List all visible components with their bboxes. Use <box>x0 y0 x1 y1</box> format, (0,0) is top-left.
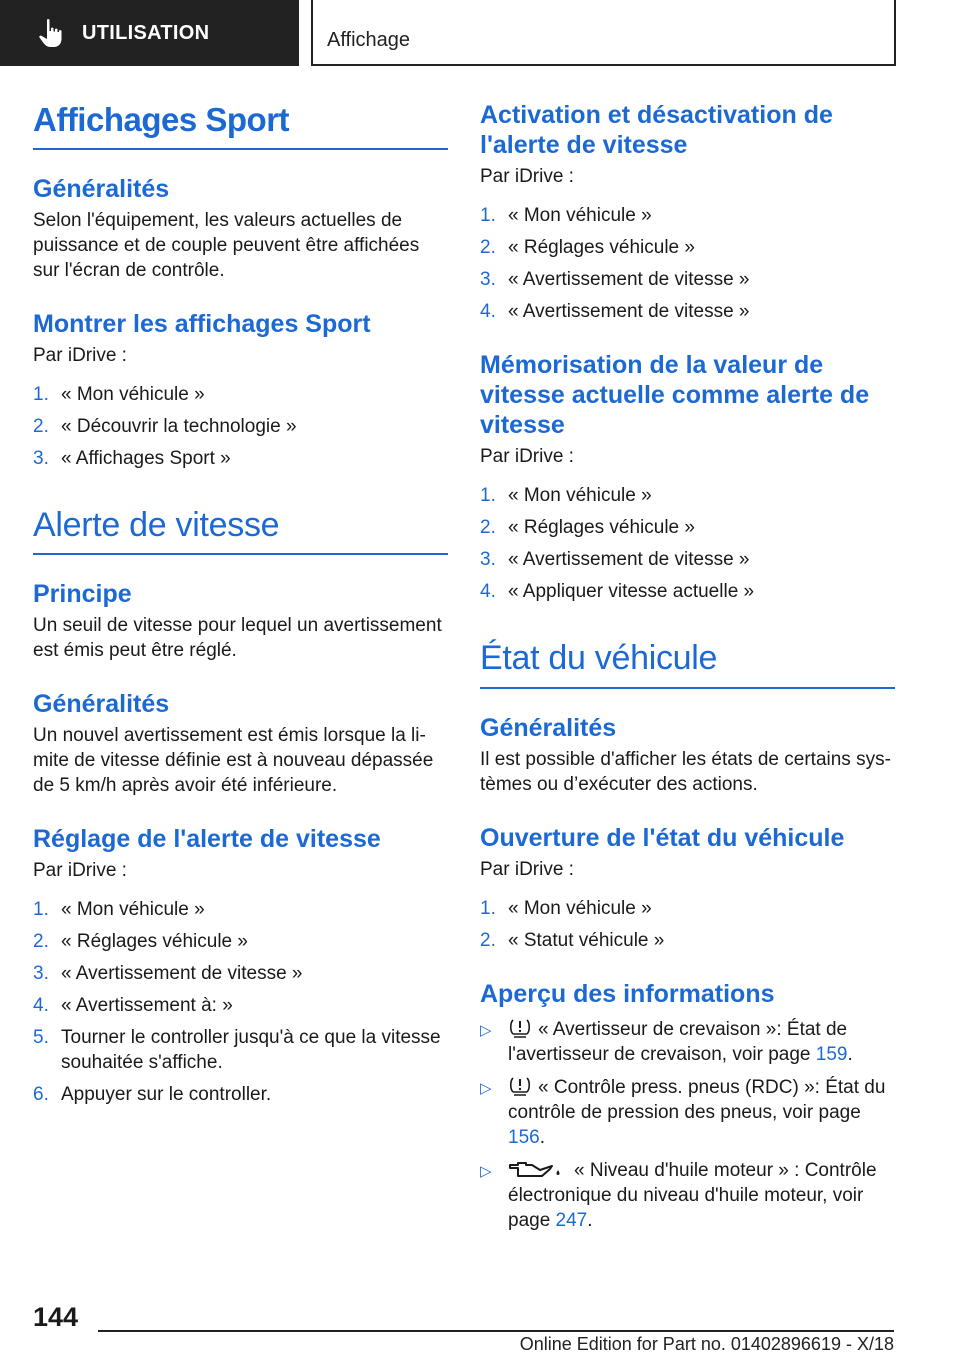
heading-reglage-alerte: Réglage de l'alerte de vitesse <box>33 825 381 854</box>
heading-activation-alerte: Activation et désactivation de l'alerte de vitesse <box>480 101 833 159</box>
lead-par-idrive: Par iDrive : <box>33 344 127 366</box>
list-item: 4. « Avertissement de vitesse » <box>480 301 750 322</box>
heading-generalites-3: Généralités <box>480 713 617 742</box>
heading-principe: Principe <box>33 580 132 609</box>
list-item: 1. « Mon véhicule » <box>480 205 652 226</box>
list-item: 4. « Avertissement à: » <box>33 995 233 1017</box>
section-label: Affichage <box>327 29 411 51</box>
heading-generalites-2: Généralités <box>33 690 170 719</box>
list-item: 1. « Mon véhicule » <box>480 897 652 919</box>
list-item: 2. « Réglages véhicule » <box>33 931 248 953</box>
chapter-label: UTILISATION <box>82 21 210 44</box>
footer-divider <box>98 1330 894 1332</box>
heading-memorisation: Mémorisation de la valeur de vitesse actuelle comme alerte de vitesse <box>480 351 870 439</box>
list-item: ▷ « Avertisseur de crevaison »: État de l'avertisseur de crevaison, voir page 159. <box>480 1018 853 1065</box>
tire-pressure-warning-icon <box>508 1017 532 1039</box>
list-item: 2. « Réglages véhicule » <box>480 237 695 258</box>
paragraph-generalites-3: Il est possible d'afficher les états de certains sys‐ tèmes ou d’exécuter des actions. <box>480 748 891 795</box>
paragraph-generalites-1: Selon l'équipement, les valeurs actuelles de puissance et de couple peuvent être affichées sur l'écran de contrôle. <box>33 209 420 281</box>
steps-activation <box>480 203 895 324</box>
paragraph-principe: Un seuil de vitesse pour lequel un avertissement est émis peut être réglé. <box>33 615 442 662</box>
heading-ouverture-etat: Ouverture de l'état du véhicule <box>480 823 845 852</box>
lead-par-idrive: Par iDrive : <box>480 446 574 467</box>
hand-pointer-icon <box>38 18 64 48</box>
list-item: 3. « Avertissement de vitesse » <box>480 549 750 570</box>
list-item: 6. Appuyer sur le controller. <box>33 1084 272 1106</box>
list-item: 2. « Statut véhicule » <box>480 929 665 951</box>
page-header <box>0 0 960 66</box>
lead-par-idrive: Par iDrive : <box>480 858 574 880</box>
list-item: 1. « Mon véhicule » <box>33 383 205 405</box>
heading-alerte-vitesse: Alerte de vitesse <box>33 505 448 556</box>
left-column <box>33 100 448 1133</box>
paragraph-generalites-2: Un nouvel avertissement est émis lorsque la li‐ mite de vitesse définie est à nouveau dépassée de 5 km/h après avoir été inférieure. <box>33 725 434 797</box>
section-header <box>311 0 896 66</box>
list-item: 2. « Découvrir la technologie » <box>33 415 297 437</box>
chapter-tab[interactable] <box>0 0 299 66</box>
heading-montrer-affichages: Montrer les affichages Sport <box>33 309 371 338</box>
steps-ouverture <box>480 896 895 953</box>
tire-pressure-warning-icon <box>508 1075 532 1097</box>
footer-edition: Online Edition for Part no. 01402896619 - X/18 <box>519 1334 894 1354</box>
list-item: 5. Tourner le controller jusqu'à ce que la vitesse souhaitée s'affiche. <box>33 1027 441 1074</box>
heading-generalites-1: Généralités <box>33 174 170 203</box>
steps-reglage <box>33 897 448 1107</box>
list-item: 4. « Appliquer vitesse actuelle » <box>480 581 755 602</box>
right-column <box>480 100 895 1241</box>
heading-affichages-sport: Affichages Sport <box>33 100 448 150</box>
list-item: ▷ « Contrôle press. pneus (RDC) »: État du contrôle de pression des pneus, voir page 156. <box>480 1076 886 1148</box>
steps-memorisation <box>480 483 895 604</box>
page-link-159[interactable]: 159 <box>815 1043 848 1065</box>
lead-par-idrive: Par iDrive : <box>480 166 574 187</box>
bullet-triangle-icon: ▷ <box>480 1079 492 1097</box>
steps-montrer <box>33 382 448 471</box>
lead-par-idrive: Par iDrive : <box>33 860 127 882</box>
bullet-triangle-icon: ▷ <box>480 1021 492 1039</box>
oil-can-icon <box>508 1158 568 1180</box>
list-item: 3. « Affichages Sport » <box>33 447 231 469</box>
list-item: 3. « Avertissement de vitesse » <box>33 963 303 985</box>
info-list <box>480 1017 895 1233</box>
list-item: 2. « Réglages véhicule » <box>480 517 695 538</box>
heading-etat-vehicule: État du véhicule <box>480 638 895 689</box>
page-number: 144 <box>33 1302 79 1332</box>
list-item: ▷ « Niveau d'huile moteur » : Contrôle électronique du niveau d'huile moteur, voir page 247. <box>480 1159 877 1231</box>
page-link-247[interactable]: 247 <box>555 1209 588 1231</box>
heading-apercu-informations: Aperçu des informations <box>480 979 775 1008</box>
list-item: 1. « Mon véhicule » <box>480 485 652 506</box>
page-link-156[interactable]: 156 <box>508 1126 540 1148</box>
bullet-triangle-icon: ▷ <box>480 1162 492 1180</box>
list-item: 1. « Mon véhicule » <box>33 899 205 921</box>
list-item: 3. « Avertissement de vitesse » <box>480 269 750 290</box>
